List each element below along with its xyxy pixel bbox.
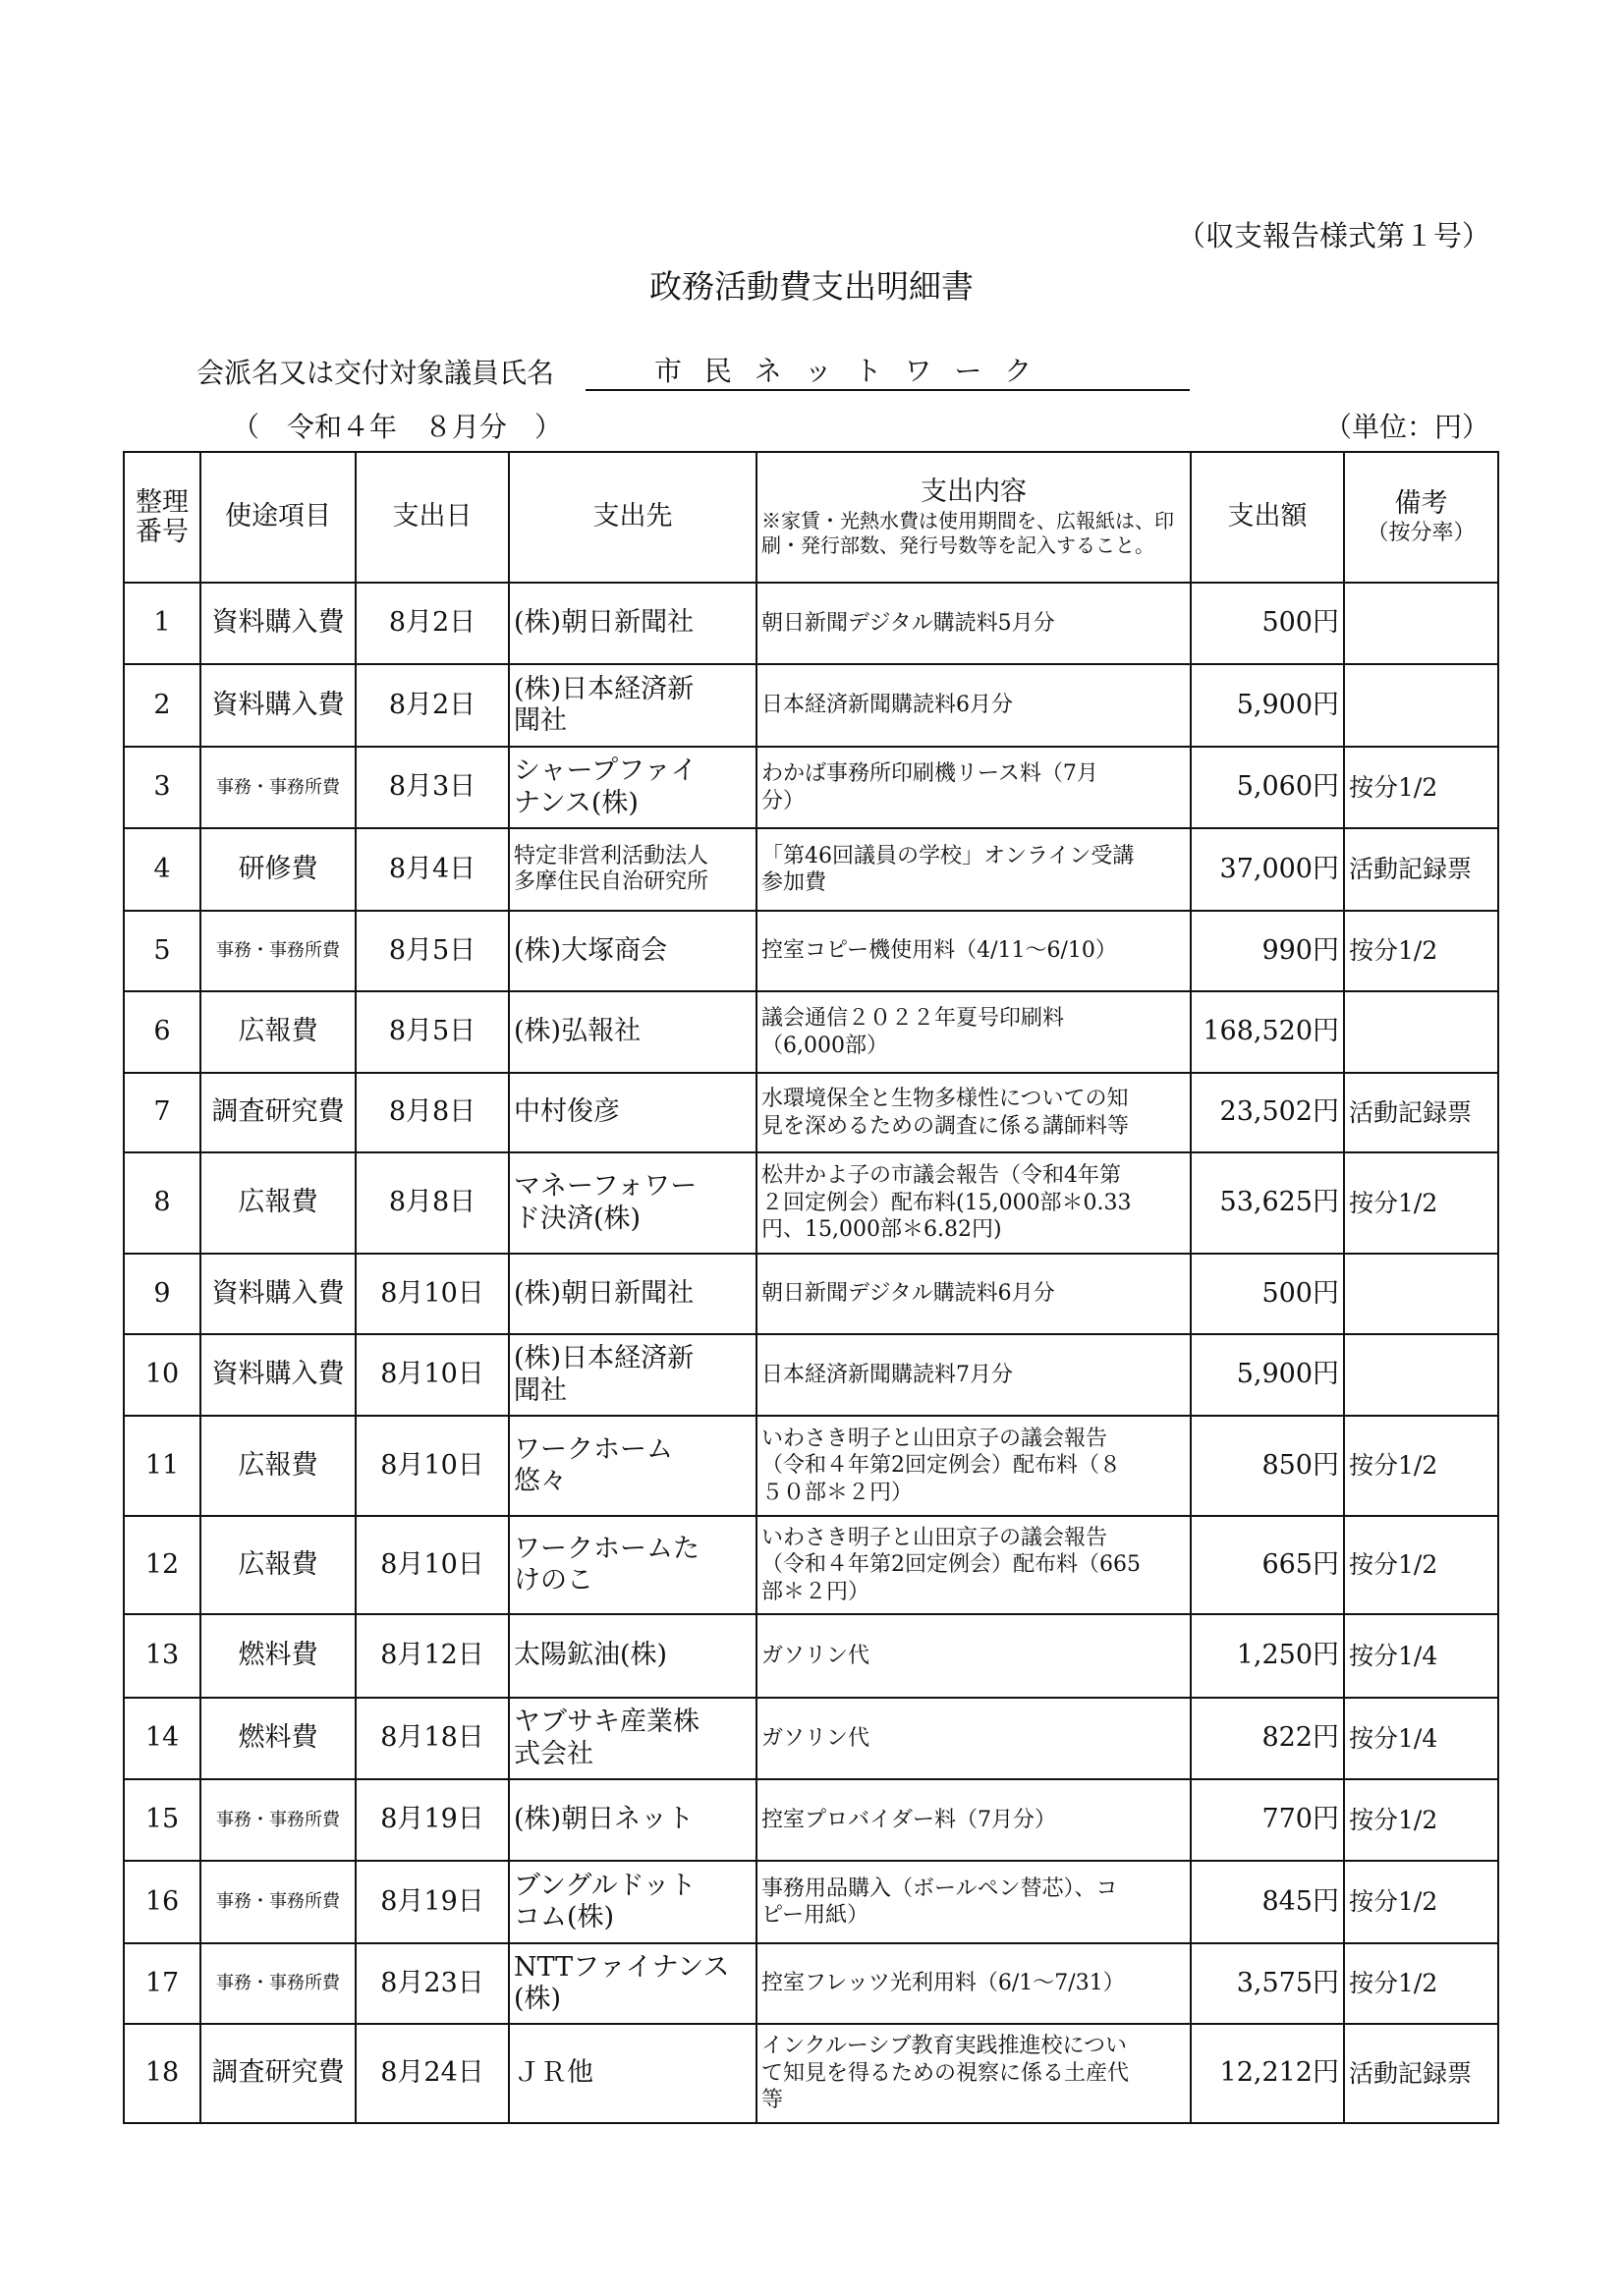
table-row: [124, 1334, 1498, 1416]
col-content: [756, 452, 1191, 583]
payee: (株)大塚商会: [509, 911, 756, 991]
table-row: [124, 1943, 1498, 2024]
row-number: 14: [124, 1698, 200, 1779]
row-number: 10: [124, 1334, 200, 1416]
col-amount: 支出額: [1191, 452, 1344, 583]
amount: 845円: [1191, 1861, 1344, 1943]
expense-date: 8月10日: [356, 1416, 509, 1516]
row-number: 1: [124, 583, 200, 664]
remarks: [1344, 1254, 1498, 1334]
amount: 3,575円: [1191, 1943, 1344, 2024]
table-row: [124, 1254, 1498, 1334]
payee: マネーフォワー ド決済(株): [509, 1152, 756, 1254]
expense-content: ガソリン代: [756, 1698, 1191, 1779]
payee: ＪＲ他: [509, 2024, 756, 2123]
faction-name: 市 民 ネ ッ ト ワ ー ク: [586, 350, 1190, 391]
expense-content: 議会通信２０２２年夏号印刷料 （6,000部）: [756, 991, 1191, 1073]
expense-content: 日本経済新聞購読料6月分: [756, 664, 1191, 747]
col-remarks-label: 備考: [1394, 488, 1448, 520]
amount: 23,502円: [1191, 1073, 1344, 1152]
row-number: 16: [124, 1861, 200, 1943]
row-number: 6: [124, 991, 200, 1073]
expense-date: 8月8日: [356, 1073, 509, 1152]
remarks: 按分1/2: [1344, 1516, 1498, 1614]
period: （ 令和４年 ８月分 ）: [232, 411, 563, 443]
table-row: [124, 1152, 1498, 1254]
payee: 特定非営利活動法人 多摩住民自治研究所: [509, 828, 756, 911]
amount: 850円: [1191, 1416, 1344, 1516]
payee: NTTファイナンス (株): [509, 1943, 756, 2024]
document-title: 政務活動費支出明細書: [649, 267, 974, 306]
table-row: [124, 1416, 1498, 1516]
expense-date: 8月19日: [356, 1779, 509, 1861]
unit-label: （単位：円）: [1324, 411, 1490, 443]
expense-content: わかば事務所印刷機リース料（7月 分）: [756, 747, 1191, 828]
row-number: 18: [124, 2024, 200, 2123]
expense-date: 8月12日: [356, 1614, 509, 1698]
row-number: 5: [124, 911, 200, 991]
expense-content: 事務用品購入（ボールペン替芯）、コ ピー用紙）: [756, 1861, 1191, 1943]
table-row: [124, 911, 1498, 991]
remarks: 活動記録票: [1344, 2024, 1498, 2123]
expense-content: 朝日新聞デジタル購読料5月分: [756, 583, 1191, 664]
remarks: 按分1/4: [1344, 1698, 1498, 1779]
col-no: 整理 番号: [124, 452, 200, 583]
expense-date: 8月10日: [356, 1334, 509, 1416]
row-number: 15: [124, 1779, 200, 1861]
payee: ブングルドット コム(株): [509, 1861, 756, 1943]
col-remarks-sub: （按分率）: [1367, 520, 1476, 545]
table-row: [124, 664, 1498, 747]
payee: (株)日本経済新 聞社: [509, 664, 756, 747]
use-category: 事務・事務所費: [200, 1779, 356, 1861]
use-category: 調査研究費: [200, 1073, 356, 1152]
amount: 665円: [1191, 1516, 1344, 1614]
row-number: 7: [124, 1073, 200, 1152]
expense-content: 控室コピー機使用料（4/11～6/10）: [756, 911, 1191, 991]
amount: 168,520円: [1191, 991, 1344, 1073]
remarks: [1344, 1334, 1498, 1416]
expense-content: インクルーシブ教育実践推進校につい て知見を得るための視察に係る土産代 等: [756, 2024, 1191, 2123]
amount: 5,900円: [1191, 664, 1344, 747]
expense-date: 8月24日: [356, 2024, 509, 2123]
col-use: 使途項目: [200, 452, 356, 583]
row-number: 9: [124, 1254, 200, 1334]
expense-date: 8月5日: [356, 991, 509, 1073]
amount: 12,212円: [1191, 2024, 1344, 2123]
use-category: 事務・事務所費: [200, 911, 356, 991]
remarks: [1344, 991, 1498, 1073]
expense-content: ガソリン代: [756, 1614, 1191, 1698]
header-row: [124, 452, 1498, 583]
expense-content: 「第46回議員の学校」オンライン受講 参加費: [756, 828, 1191, 911]
row-number: 12: [124, 1516, 200, 1614]
use-category: 研修費: [200, 828, 356, 911]
amount: 500円: [1191, 1254, 1344, 1334]
remarks: 按分1/2: [1344, 1152, 1498, 1254]
table-row: [124, 1516, 1498, 1614]
remarks: 按分1/2: [1344, 1416, 1498, 1516]
row-number: 3: [124, 747, 200, 828]
table-row: [124, 1614, 1498, 1698]
amount: 5,060円: [1191, 747, 1344, 828]
col-content-label: 支出内容: [921, 476, 1027, 508]
amount: 990円: [1191, 911, 1344, 991]
payee: (株)朝日ネット: [509, 1779, 756, 1861]
use-category: 資料購入費: [200, 583, 356, 664]
table-row: [124, 1779, 1498, 1861]
expense-content: 松井かよ子の市議会報告（令和4年第 ２回定例会）配布料(15,000部＊0.33 円、15,000部＊6.82円): [756, 1152, 1191, 1254]
payee: 中村俊彦: [509, 1073, 756, 1152]
use-category: 燃料費: [200, 1698, 356, 1779]
expense-date: 8月18日: [356, 1698, 509, 1779]
amount: 1,250円: [1191, 1614, 1344, 1698]
use-category: 広報費: [200, 1416, 356, 1516]
table-row: [124, 1073, 1498, 1152]
use-category: 事務・事務所費: [200, 747, 356, 828]
expense-date: 8月19日: [356, 1861, 509, 1943]
amount: 500円: [1191, 583, 1344, 664]
table-row: [124, 1698, 1498, 1779]
amount: 5,900円: [1191, 1334, 1344, 1416]
row-number: 11: [124, 1416, 200, 1516]
form-number: （収支報告様式第１号）: [1177, 219, 1491, 252]
amount: 770円: [1191, 1779, 1344, 1861]
expense-table: [123, 451, 1499, 2124]
expense-content: いわさき明子と山田京子の議会報告 （令和４年第2回定例会）配布料（665 部＊２円）: [756, 1516, 1191, 1614]
payee: (株)朝日新聞社: [509, 583, 756, 664]
payee: (株)日本経済新 聞社: [509, 1334, 756, 1416]
col-content-note: ※家賃・光熱水費は使用期間を、広報紙は、印刷・発行部数、発行号数等を記入すること。: [761, 508, 1174, 557]
payee: ヤブサキ産業株 式会社: [509, 1698, 756, 1779]
payee: 太陽鉱油(株): [509, 1614, 756, 1698]
remarks: [1344, 664, 1498, 747]
expense-date: 8月10日: [356, 1254, 509, 1334]
expense-date: 8月3日: [356, 747, 509, 828]
table-row: [124, 1861, 1498, 1943]
remarks: 按分1/2: [1344, 1861, 1498, 1943]
use-category: 広報費: [200, 991, 356, 1073]
use-category: 資料購入費: [200, 664, 356, 747]
col-remarks: [1344, 452, 1498, 583]
remarks: 按分1/2: [1344, 1779, 1498, 1861]
expense-date: 8月4日: [356, 828, 509, 911]
use-category: 事務・事務所費: [200, 1861, 356, 1943]
expense-content: 日本経済新聞購読料7月分: [756, 1334, 1191, 1416]
payee: シャープファイ ナンス(株): [509, 747, 756, 828]
amount: 822円: [1191, 1698, 1344, 1779]
amount: 37,000円: [1191, 828, 1344, 911]
remarks: 按分1/4: [1344, 1614, 1498, 1698]
table-row: [124, 2024, 1498, 2123]
col-date: 支出日: [356, 452, 509, 583]
expense-content: 水環境保全と生物多様性についての知 見を深めるための調査に係る講師料等: [756, 1073, 1191, 1152]
row-number: 17: [124, 1943, 200, 2024]
expense-content: 朝日新聞デジタル購読料6月分: [756, 1254, 1191, 1334]
expense-content: 控室プロバイダー料（7月分）: [756, 1779, 1191, 1861]
use-category: 広報費: [200, 1152, 356, 1254]
remarks: 按分1/2: [1344, 911, 1498, 991]
use-category: 広報費: [200, 1516, 356, 1614]
table-row: [124, 583, 1498, 664]
col-payee: 支出先: [509, 452, 756, 583]
use-category: 事務・事務所費: [200, 1943, 356, 2024]
use-category: 資料購入費: [200, 1334, 356, 1416]
payee: (株)弘報社: [509, 991, 756, 1073]
expense-date: 8月2日: [356, 664, 509, 747]
faction-label: 会派名又は交付対象議員氏名: [196, 357, 555, 389]
table-row: [124, 828, 1498, 911]
remarks: 活動記録票: [1344, 828, 1498, 911]
remarks: [1344, 583, 1498, 664]
expense-content: 控室フレッツ光利用料（6/1～7/31）: [756, 1943, 1191, 2024]
row-number: 2: [124, 664, 200, 747]
expense-date: 8月2日: [356, 583, 509, 664]
use-category: 燃料費: [200, 1614, 356, 1698]
table-row: [124, 747, 1498, 828]
expense-date: 8月8日: [356, 1152, 509, 1254]
table-row: [124, 991, 1498, 1073]
expense-content: いわさき明子と山田京子の議会報告 （令和４年第2回定例会）配布料（８ ５０部＊２円）: [756, 1416, 1191, 1516]
expense-date: 8月10日: [356, 1516, 509, 1614]
row-number: 4: [124, 828, 200, 911]
payee: ワークホーム 悠々: [509, 1416, 756, 1516]
expense-date: 8月5日: [356, 911, 509, 991]
expense-date: 8月23日: [356, 1943, 509, 2024]
remarks: 按分1/2: [1344, 747, 1498, 828]
payee: ワークホームた けのこ: [509, 1516, 756, 1614]
payee: (株)朝日新聞社: [509, 1254, 756, 1334]
remarks: 活動記録票: [1344, 1073, 1498, 1152]
remarks: 按分1/2: [1344, 1943, 1498, 2024]
amount: 53,625円: [1191, 1152, 1344, 1254]
use-category: 調査研究費: [200, 2024, 356, 2123]
row-number: 8: [124, 1152, 200, 1254]
row-number: 13: [124, 1614, 200, 1698]
use-category: 資料購入費: [200, 1254, 356, 1334]
